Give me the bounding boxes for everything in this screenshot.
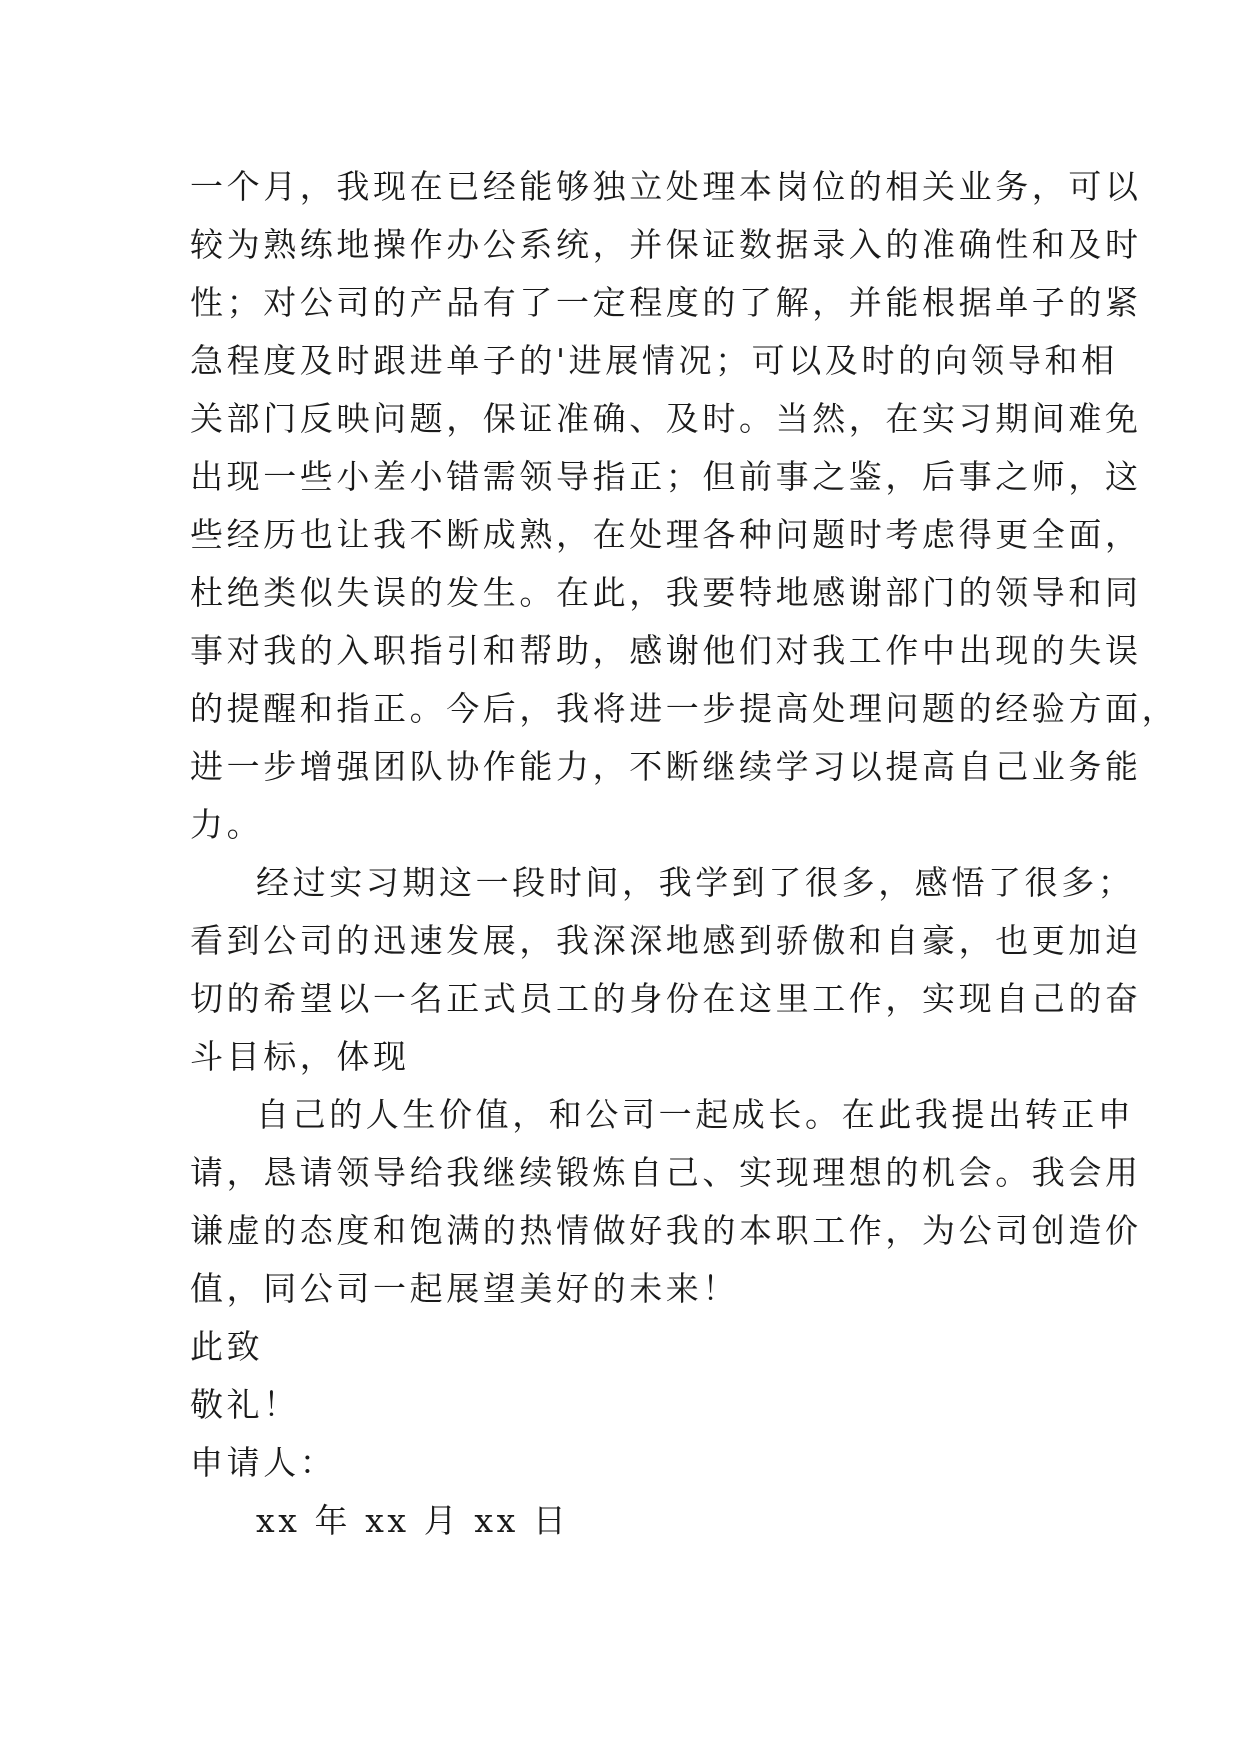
text-line: 杜绝类似失误的发生。在此，我要特地感谢部门的领导和同 [190, 573, 1142, 612]
text-line: 性；对公司的产品有了一定程度的了解，并能根据单子的紧 [190, 283, 1142, 322]
document-page [190, 158, 1179, 1550]
text-line: 值，同公司一起展望美好的未来！ [190, 1269, 739, 1308]
text-line: 切的希望以一名正式员工的身份在这里工作，实现自己的奋 [190, 979, 1142, 1018]
text-line: 关部门反映问题，保证准确、及时。当然，在实习期间难免 [190, 399, 1142, 438]
paragraph-internship-reflection [190, 854, 1142, 1086]
closing-salute: 敬礼！ [190, 1385, 300, 1424]
text-line: 斗目标，体现 [190, 1037, 410, 1076]
text-line: 出现一些小差小错需领导指正；但前事之鉴，后事之师，这 [190, 457, 1142, 496]
text-line: 自己的人生价值，和公司一起成长。在此我提出转正申 [256, 1095, 1135, 1134]
text-line: 请，恳请领导给我继续锻炼自己、实现理想的机会。我会用 [190, 1153, 1142, 1192]
text-line: 谦虚的态度和饱满的热情做好我的本职工作，为公司创造价 [190, 1211, 1142, 1250]
signature-date: xx 年 xx 月 xx 日 [256, 1501, 570, 1540]
applicant-label: 申请人： [190, 1443, 337, 1482]
text-line: 事对我的入职指引和帮助，感谢他们对我工作中出现的失误 [190, 631, 1142, 670]
text-line: 看到公司的迅速发展，我深深地感到骄傲和自豪，也更加迫 [190, 921, 1142, 960]
text-line: 较为熟练地操作办公系统，并保证数据录入的准确性和及时 [190, 225, 1142, 264]
text-line: 力。 [190, 805, 264, 844]
paragraph-work-summary [190, 158, 1179, 854]
text-line: 一个月，我现在已经能够独立处理本岗位的相关业务，可以 [190, 167, 1142, 206]
paragraph-application-request [190, 1086, 1142, 1318]
text-line: 进一步增强团队协作能力，不断继续学习以提高自己业务能 [190, 747, 1142, 786]
closing-greeting: 此致 [190, 1327, 264, 1366]
text-line: 经过实习期这一段时间，我学到了很多，感悟了很多； [256, 863, 1135, 902]
text-line: 急程度及时跟进单子的'进展情况；可以及时的向领导和相 [190, 341, 1118, 380]
text-line: 些经历也让我不断成熟，在处理各种问题时考虑得更全面， [190, 515, 1142, 554]
letter-closing [190, 1318, 1070, 1550]
text-line: 的提醒和指正。今后，我将进一步提高处理问题的经验方面， [190, 689, 1179, 728]
